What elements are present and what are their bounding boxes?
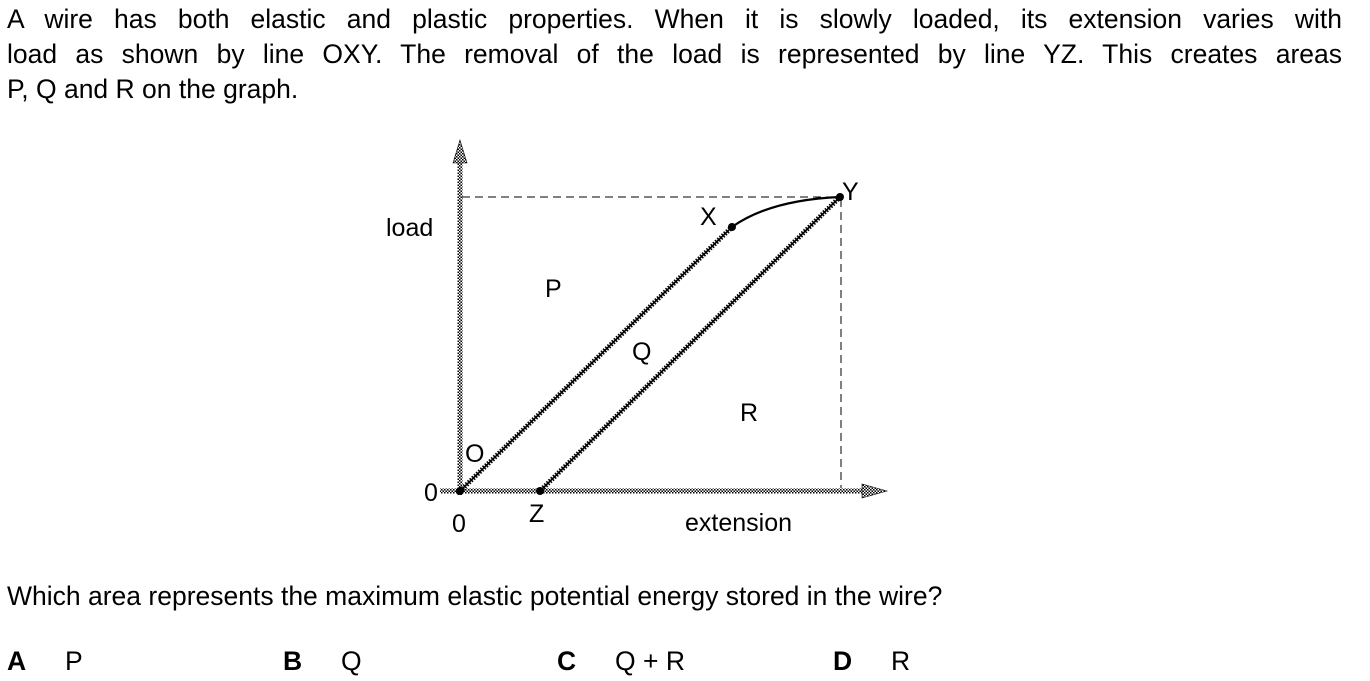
loading-line-ox-core: [460, 227, 732, 491]
x-axis-label: extension: [685, 509, 793, 537]
option-c-letter: C: [557, 646, 577, 676]
area-r-label: R: [740, 399, 759, 427]
option-b[interactable]: [283, 644, 362, 679]
point-o-label: O: [465, 440, 485, 468]
option-a-letter: A: [7, 646, 27, 676]
option-c-text: Q + R: [615, 646, 685, 676]
point-o-marker: [456, 487, 464, 495]
y-axis: [458, 160, 463, 495]
point-z-label: Z: [529, 500, 545, 528]
area-p-label: P: [545, 275, 562, 303]
option-d-letter: D: [833, 646, 853, 676]
intro-line-1: A wire has both elastic and plastic properties. When it is slowly loaded, its extension varies with: [7, 4, 1342, 34]
option-b-letter: B: [283, 646, 303, 676]
option-d[interactable]: [833, 644, 910, 679]
point-y-label: Y: [842, 178, 859, 206]
point-z-marker: [536, 487, 544, 495]
y-origin-tick: 0: [424, 479, 438, 507]
option-c[interactable]: [557, 644, 685, 679]
point-x-label: X: [700, 203, 717, 231]
y-axis-arrowhead: [453, 140, 467, 163]
question-text: Which area represents the maximum elastic potential energy stored in the wire?: [7, 581, 943, 611]
x-axis: [440, 489, 865, 494]
x-origin-tick: 0: [452, 510, 466, 538]
option-d-text: R: [891, 646, 911, 676]
x-axis-arrowhead: [862, 484, 887, 498]
intro-line-2: load as shown by line OXY. The removal of the load is represented by line YZ. This creates areas: [7, 39, 1342, 69]
area-q-label: Q: [632, 338, 652, 366]
intro-line-3: P, Q and R on the graph.: [7, 74, 299, 104]
option-a[interactable]: [7, 644, 83, 679]
option-b-text: Q: [341, 646, 362, 676]
y-axis-label: load: [386, 214, 434, 242]
option-a-text: P: [65, 646, 83, 676]
unloading-line-yz-core: [540, 197, 840, 491]
point-x-marker: [728, 223, 736, 231]
